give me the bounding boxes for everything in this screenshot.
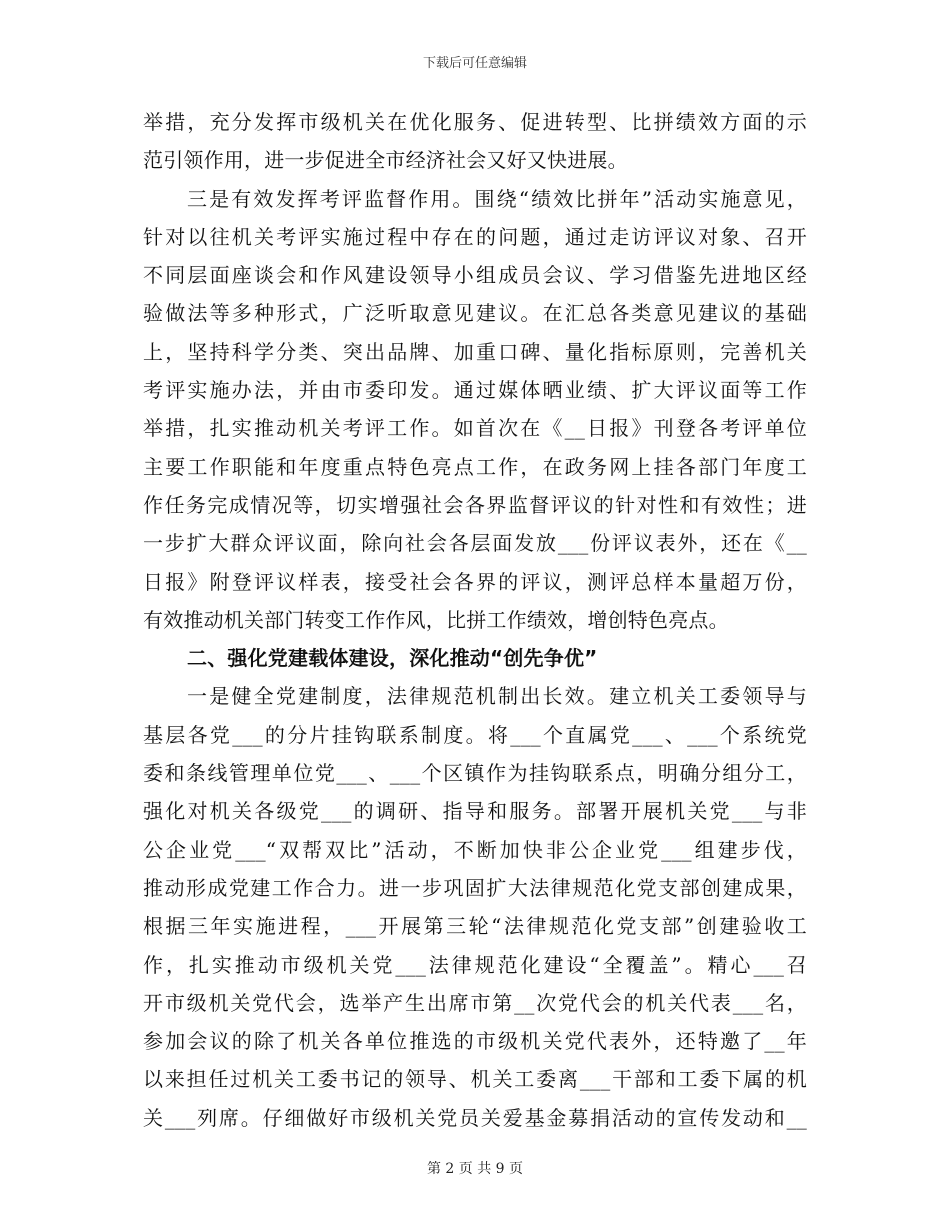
- text-line: 不同层面座谈会和作风建设领导小组成员会议、学习借鉴先进地区经: [143, 263, 807, 288]
- text-line: 一是健全党建制度，法律规范机制出长效。建立机关工委领导与: [187, 684, 807, 709]
- text-line: 作，扎实推动市级机关党___法律规范化建设“全覆盖”。精心___召: [143, 952, 807, 977]
- text-line: 开市级机关党代会，选举产生出席市第__次党代会的机关代表___名，: [143, 990, 807, 1015]
- text-line: 范引领作用，进一步促进全市经济社会又好又快进展。: [143, 148, 628, 173]
- text-line: 三是有效发挥考评监督作用。围绕“绩效比拼年”活动实施意见，: [187, 186, 807, 211]
- text-line: 以来担任过机关工委书记的领导、机关工委离___干部和工委下属的机: [143, 1067, 807, 1092]
- text-line: 考评实施办法，并由市委印发。通过媒体晒业绩、扩大评议面等工作: [143, 378, 807, 403]
- text-line: 基层各党___的分片挂钩联系制度。将___个直属党___、___个系统党: [143, 722, 807, 747]
- text-line: 根据三年实施进程，___开展第三轮“法律规范化党支部”创建验收工: [143, 914, 807, 939]
- section-heading: 二、强化党建载体建设，深化推动“创先争优”: [187, 646, 598, 671]
- header-note: 下载后可任意编辑: [422, 56, 527, 71]
- text-line: 有效推动机关部门转变工作作风，比拼工作绩效，增创特色亮点。: [143, 607, 729, 632]
- text-line: 验做法等多种形式，广泛听取意见建议。在汇总各类意见建议的基础: [143, 301, 807, 326]
- text-line: 主要工作职能和年度重点特色亮点工作，在政务网上挂各部门年度工: [143, 454, 807, 479]
- text-line: 公企业党___“双帮双比”活动，不断加快非公企业党___组建步伐，: [143, 837, 807, 862]
- text-line: 委和条线管理单位党___、___个区镇作为挂钩联系点，明确分组分工，: [143, 761, 807, 786]
- document-body: [143, 103, 807, 1137]
- text-line: 举措，扎实推动机关考评工作。如首次在《__日报》刊登各考评单位: [143, 416, 807, 441]
- text-line: 上，坚持科学分类、突出品牌、加重口碑、量化指标原则，完善机关: [143, 339, 807, 364]
- page-number: 第 2 页 共 9 页: [426, 1161, 524, 1177]
- text-line: 强化对机关各级党___的调研、指导和服务。部署开展机关党___与非: [143, 799, 807, 824]
- text-line: 针对以往机关考评实施过程中存在的问题，通过走访评议对象、召开: [143, 224, 807, 249]
- text-line: 关___列席。仔细做好市级机关党员关爱基金募捐活动的宣传发动和__: [143, 1105, 807, 1130]
- text-line: 日报》附登评议样表，接受社会各界的评议，测评总样本量超万份，: [143, 569, 807, 594]
- text-line: 举措，充分发挥市级机关在优化服务、促进转型、比拼绩效方面的示: [143, 110, 807, 134]
- text-line: 一步扩大群众评议面，除向社会各层面发放___份评议表外，还在《__: [143, 531, 807, 556]
- text-line: 推动形成党建工作合力。进一步巩固扩大法律规范化党支部创建成果，: [143, 875, 807, 900]
- text-line: 作任务完成情况等，切实增强社会各界监督评议的针对性和有效性；进: [143, 492, 807, 517]
- text-line: 参加会议的除了机关各单位推选的市级机关党代表外，还特邀了__年: [143, 1029, 807, 1054]
